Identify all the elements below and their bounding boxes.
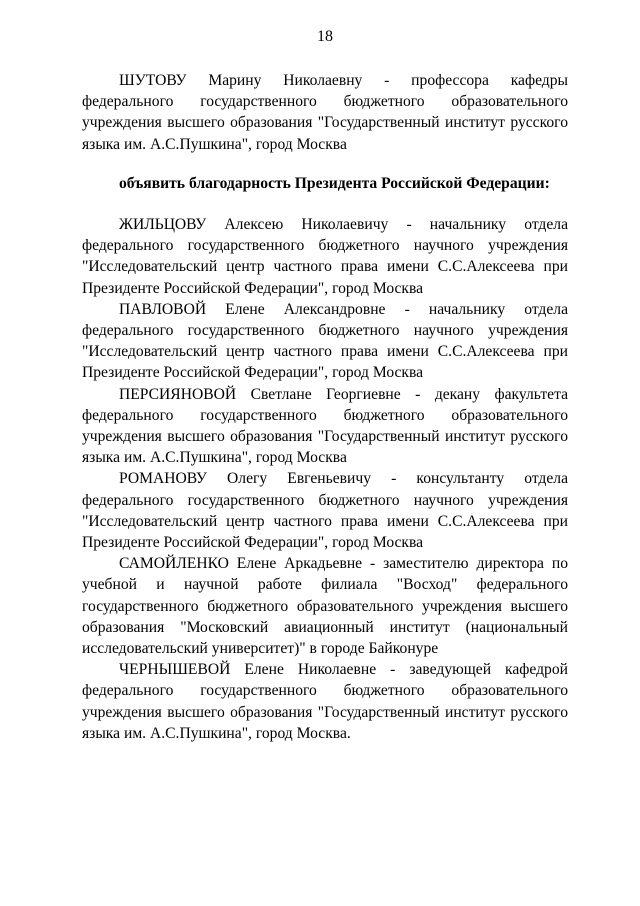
page-number: 18 [317,28,333,45]
section-heading: объявить благодарность Президента Российской Федерации: [119,174,550,192]
entry-paragraph: САМОЙЛЕНКО Елене Аркадьевне - заместителю директора по учебной и научной работе филиала "Восход" федерального государственного бюджетного образовательного учреждения высшего образования "Московский авиационный институт (национальный исследовательский университет)" в городе Байконуре [82,555,568,658]
entry-paragraph: ПЕРСИЯНОВОЙ Светлане Георгиевне - декану факультета федерального государственного бюджетного образовательного учреждения высшего образования "Государственный институт русского языка им. А.С.Пушкина", город Москва [82,385,568,467]
intro-paragraph: ШУТОВУ Марину Николаевну - профессора кафедры федерального государственного бюджетного образовательного учреждения высшего образования "Государственный институт русского языка им. А.С.Пушкина", город Москва [82,72,568,153]
entry-paragraph: РОМАНОВУ Олегу Евгеньевичу - консультанту отдела федерального государственного бюджетного научного учреждения "Исследовательский центр частного права имени С.С.Алексеева при Президенте Российской Федерации", город Москва [82,470,568,552]
entry-paragraph: ЖИЛЬЦОВУ Алексею Николаевичу - начальнику отдела федерального государственного бюджетного научного учреждения "Исследовательский центр частного права имени С.С.Алексеева при Президенте Российской Федерации", город Москва [82,216,568,297]
entry-paragraph: ПАВЛОВОЙ Елене Александровне - начальнику отдела федерального государственного бюджетного научного учреждения "Исследовательский центр частного права имени С.С.Алексеева при Президенте Российской Федерации", город Москва [82,300,568,382]
entry-paragraph: ЧЕРНЫШЕВОЙ Елене Николаевне - заведующей кафедрой федерального государственного бюджетного образовательного учреждения высшего образования "Государственный институт русского языка им. А.С.Пушкина", город Москва. [82,661,568,742]
